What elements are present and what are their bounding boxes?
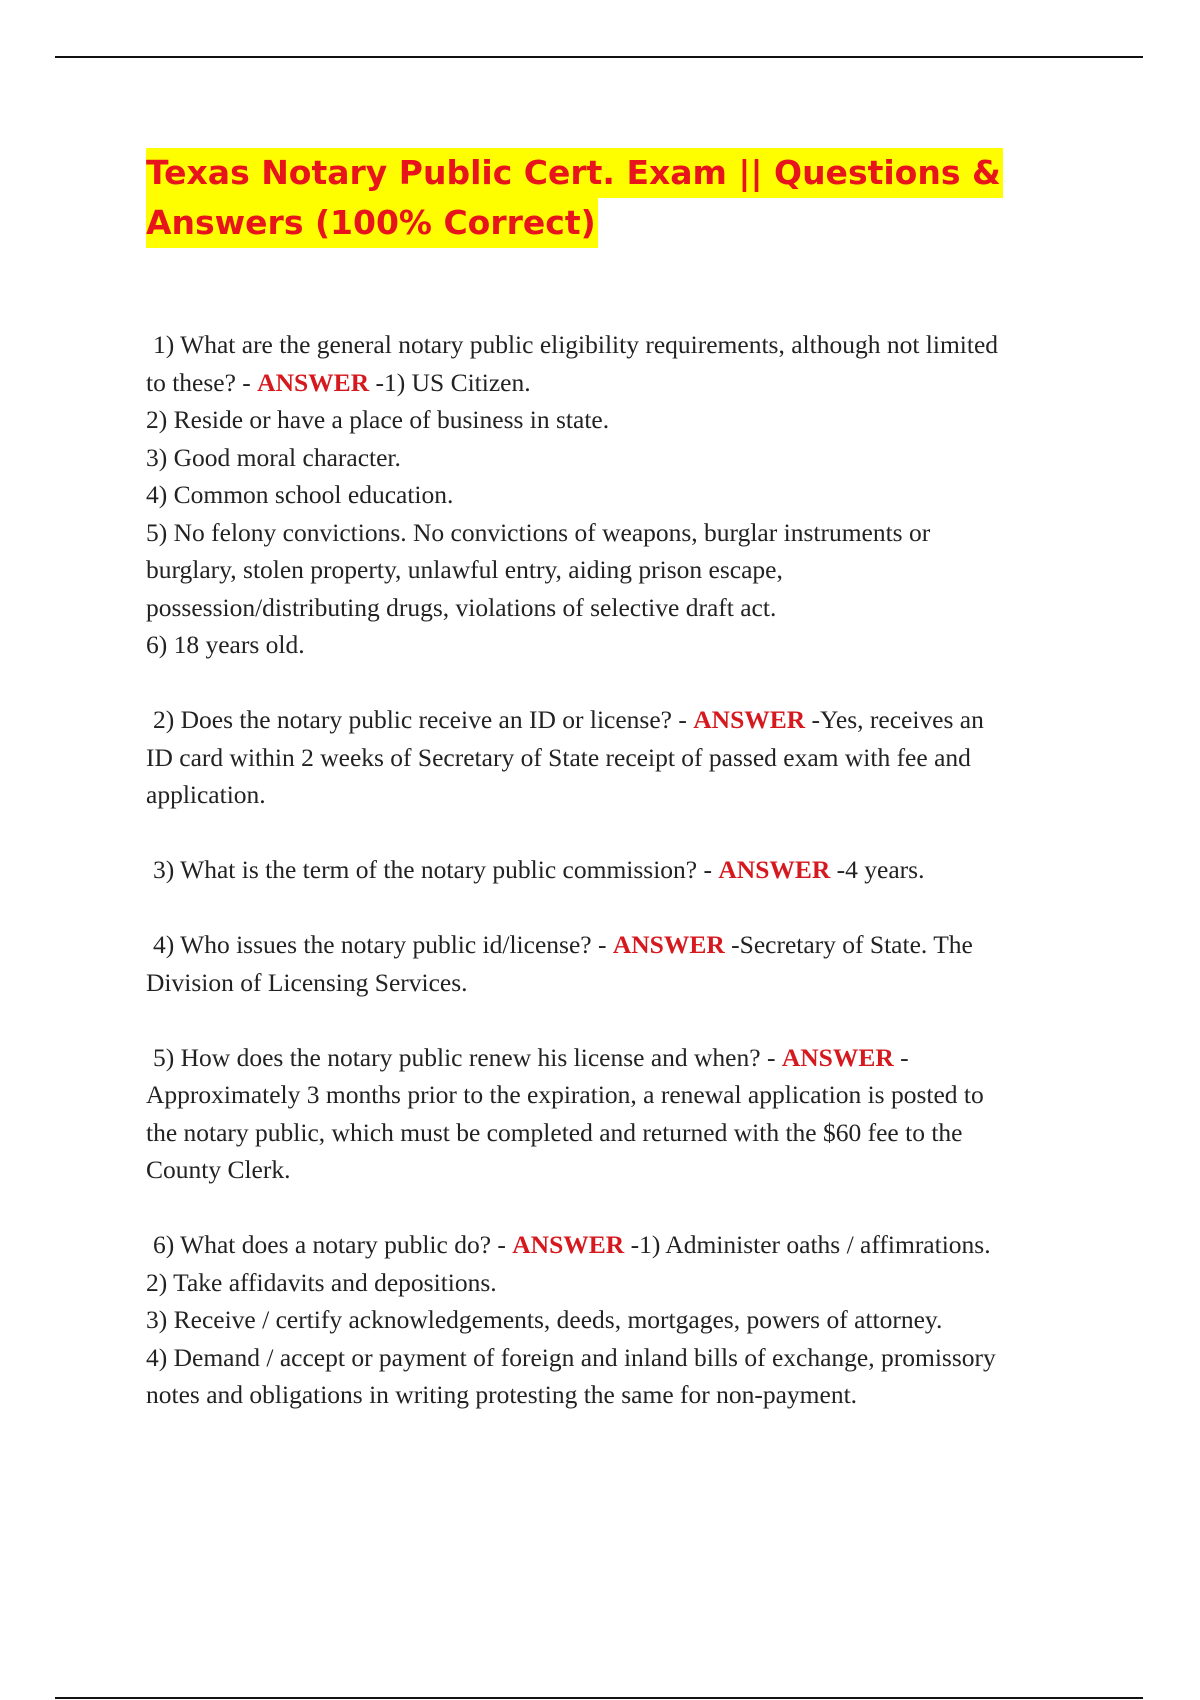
answer-label: ANSWER xyxy=(718,855,831,884)
answer-line: 3) Good moral character. xyxy=(146,442,401,472)
document-title xyxy=(146,148,1096,248)
answer-line: Division of Licensing Services. xyxy=(146,967,468,997)
answer-text: -1) Administer oaths / affimrations. xyxy=(624,1230,991,1259)
qa-item-6 xyxy=(146,1226,1096,1414)
answer-label: ANSWER xyxy=(612,930,725,959)
answer-text: - xyxy=(893,1042,909,1072)
question-answer-line xyxy=(146,851,1096,889)
answer-text: -4 years. xyxy=(830,855,925,884)
answer-line: 6) 18 years old. xyxy=(146,630,305,659)
question-answer-line xyxy=(146,1226,1096,1264)
qa-item-3 xyxy=(146,851,1096,889)
top-rule xyxy=(55,56,1143,58)
answer-line: application. xyxy=(146,780,266,809)
answer-line: 4) Common school education. xyxy=(146,480,454,509)
answer-line: ID card within 2 weeks of Secretary of State receipt of passed exam with fee and xyxy=(146,742,971,772)
qa-item-1 xyxy=(146,326,1096,664)
question-text: 2) Does the notary public receive an ID or license? - xyxy=(153,705,694,734)
bottom-rule xyxy=(55,1697,1143,1699)
answer-line: 2) Reside or have a place of business in state. xyxy=(146,405,610,434)
answer-label: ANSWER xyxy=(781,1042,894,1072)
answer-line: burglary, stolen property, unlawful entry, aiding prison escape, xyxy=(146,555,783,584)
answer-line: possession/distributing drugs, violations of selective draft act. xyxy=(146,592,777,622)
answer-label: ANSWER xyxy=(693,705,806,734)
question-answer-line xyxy=(146,1039,1096,1077)
answer-line: 4) Demand / accept or payment of foreign and inland bills of exchange, promissory xyxy=(146,1342,996,1372)
question-text: 6) What does a notary public do? - xyxy=(153,1230,513,1259)
answer-text: -Secretary of State. The xyxy=(724,930,973,959)
answer-line: County Clerk. xyxy=(146,1155,291,1184)
answer-label: ANSWER xyxy=(512,1230,625,1259)
answer-line: Approximately 3 months prior to the expiration, a renewal application is posted to xyxy=(146,1080,984,1109)
answer-text: -Yes, receives an xyxy=(805,705,984,734)
answer-line: 2) Take affidavits and depositions. xyxy=(146,1267,497,1297)
qa-item-4 xyxy=(146,926,1096,1001)
answer-line: 3) Receive / certify acknowledgements, deeds, mortgages, powers of attorney. xyxy=(146,1305,943,1334)
question-answer-line xyxy=(146,364,1096,402)
question-text: 1) What are the general notary public eligibility requirements, although not limited xyxy=(153,330,999,359)
answer-line: 5) No felony convictions. No convictions of weapons, burglar instruments or xyxy=(146,517,931,547)
question-text: to these? - xyxy=(146,367,258,397)
title-line: Texas Notary Public Cert. Exam || Questions & xyxy=(146,148,1003,198)
answer-line: notes and obligations in writing protesting the same for non-payment. xyxy=(146,1380,858,1409)
answer-line: the notary public, which must be completed and returned with the $60 fee to the xyxy=(146,1117,963,1147)
qa-item-5 xyxy=(146,1039,1096,1189)
answer-label: ANSWER xyxy=(257,367,370,397)
question-text: 4) Who issues the notary public id/license? - xyxy=(153,930,613,959)
question-text: 5) How does the notary public renew his license and when? - xyxy=(153,1042,782,1072)
title-line: Answers (100% Correct) xyxy=(146,198,598,248)
question-answer-line xyxy=(146,926,1096,964)
document-body xyxy=(146,148,1096,1451)
question-answer-line xyxy=(146,701,1096,739)
question-text: 3) What is the term of the notary public commission? - xyxy=(153,855,719,884)
answer-text: -1) US Citizen. xyxy=(369,367,531,397)
qa-item-2 xyxy=(146,701,1096,814)
